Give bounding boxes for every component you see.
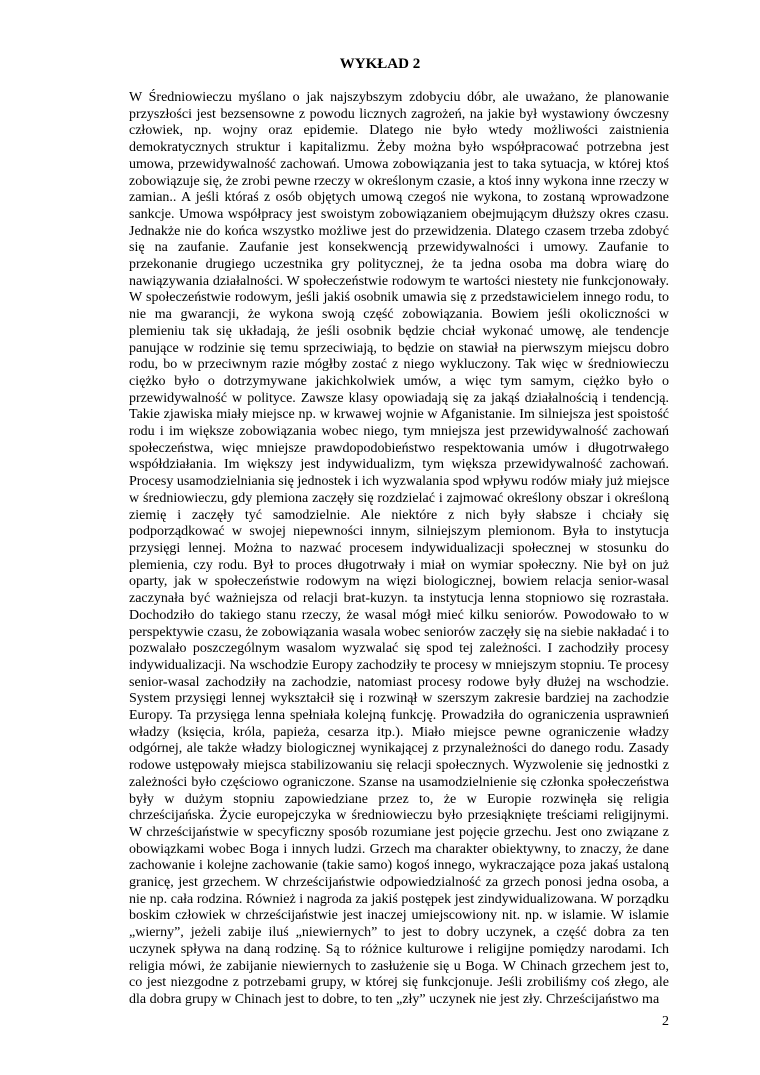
text-line: perspektywie czasu, że zobowiązania wasala wobec seniorów zaczęły się na siebie nakładać i to	[129, 624, 669, 640]
text-line: zaczynała być ważniejsza od relacji brat-kuzyn. ta instytucja lenna stopniowo się rozrastała.	[129, 591, 669, 607]
text-line: współdziałania. Im większy jest indywidualizm, tym większa przewidywalność zachowań.	[129, 457, 669, 473]
text-line: władzy (księcia, króla, papieża, cesarza itp.). Miało miejsce pewne ograniczenie władzy	[129, 724, 669, 740]
text-line: Jednakże nie do końca wszystko możliwe jest do przewidzenia. Dlatego czasem trzeba zdobyć	[129, 223, 669, 239]
text-line: przyszłości jest bezsensowne z powodu licznych zagrożeń, na jakie był wystawiony ówczesny	[129, 106, 669, 122]
text-line: co jest niezgodne z potrzebami grupy, w której się funkcjonuje. Jeśli zrobiliśmy coś złego, ale	[129, 975, 669, 991]
text-line: były w dużym stopniu zapowiedziane przez to, że w Europie rozwinęła się religia	[129, 791, 669, 807]
text-line: obowiązkami wobec Boga i innych ludzi. Grzech ma charakter obiektywny, to znaczy, że dane	[129, 841, 669, 857]
text-line: Europy. Ta przysięga lenna spełniała kolejną funkcję. Prowadziła do ograniczenia usprawnień	[129, 708, 669, 724]
text-line: ziemię i zaczęły tyć samodzielnie. Ale niektóre z nich były słabsze i chciały się	[129, 507, 669, 523]
text-line: plemienia, czy rodu. Był to proces długotrwały i miał on wymiar społeczny. Nie był on już	[129, 557, 669, 573]
text-line: nie ma gwarancji, że wykona swoją część zobowiązania. Bowiem jeśli okoliczności w	[129, 307, 669, 323]
text-line: Procesy usamodzielniania się jednostek i ich wyzwalania spod wpływu rodów miały już miejsce	[129, 474, 670, 490]
text-line: W Średniowieczu myślano o jak najszybszym zdobyciu dóbr, ale uważano, że planowanie	[129, 90, 669, 105]
text-line: w średniowieczu, gdy plemiona zaczęły się rozdzielać i zajmować określony obszar i określoną	[129, 490, 669, 506]
text-line: demokratycznych struktur i kapitalizmu. Żeby można było współpracować potrzebna jest	[129, 140, 669, 156]
text-line: przewidywalność w polityce. Zawsze klasy opowiadają się za jakąś działalnością i tendencją.	[129, 390, 669, 406]
text-line: indywidualizacji. Na wschodzie Europy zachodziły te procesy w mniejszym stopniu. Te procesy	[129, 657, 669, 673]
text-line: umowa, przewidywalność zachowań. Umowa zobowiązania jest to taka sytuacja, w której ktoś	[129, 156, 669, 172]
text-line: panujące w rodzinie się temu sprzeciwiają, to będzie on stawiał na pierwszym miejscu dobro	[129, 340, 669, 356]
text-line: nie np. cała rodzina. Również i nagroda za jakiś postępek jest zindywidualizowana. W porządku	[129, 891, 669, 907]
text-line: przekonanie drugiego uczestnika gry politycznej, że ta jedna osoba ma dobra wiarę do	[129, 257, 669, 273]
text-line: zachowanie i kolejne zachowanie (takie samo) kogoś innego, wykraczające poza jakaś ustaloną	[129, 858, 669, 874]
text-line: pozwalało poszczególnym wasalom wyzwalać się spod tej zależności. I zachodziły procesy	[129, 641, 669, 657]
text-line: senior-wasal zachodziły na zachodzie, natomiast procesy rodowe były dłużej na wschodzie.	[129, 674, 669, 690]
text-line: przysięgi lennej. Można to nazwać procesem indywidualizacji społecznej w stosunku do	[129, 540, 669, 556]
text-line: „wierny”, jeżeli zabije iluś „niewiernych” to jest to dobry uczynek, a część dobra za ten	[129, 925, 669, 941]
page-number: 2	[662, 1014, 669, 1029]
text-line: W chrześcijaństwie w specyficzny sposób rozumiane jest pojęcie grzechu. Jest ono związane z	[129, 824, 669, 840]
text-line: dla dobra grupy w Chinach jest to dobre, to ten „zły” uczynek nie jest zły. Chrześcijaństwo ma	[129, 991, 660, 1007]
text-line: System przysięgi lennej wykształcił się i rozwinął w szerszym zakresie bardziej na zachodzie	[129, 691, 669, 707]
text-line: zależności było częściowo ograniczone. Szanse na usamodzielnienie się członka społeczeństwa	[129, 774, 669, 790]
text-line: ciężko było o dotrzymywane jakichkolwiek umów, a więc tym samym, ciężko było o	[129, 373, 669, 389]
text-line: W społeczeństwie rodowym, jeśli jakiś osobnik umawia się z przedstawicielem innego rodu, to	[129, 290, 669, 306]
text-line: Takie zjawiska miały miejsce np. w krwawej wojnie w Afganistanie. Im silniejsza jest spoistość	[129, 407, 669, 423]
text-line: podporządkować w swojej niepewności innym, silniejszym plemionom. Była to instytucja	[129, 524, 669, 540]
text-line: granicę, jest grzechem. W chrześcijaństwie odpowiedzialność za grzech ponosi jedna osoba, a	[129, 875, 669, 891]
text-line: rodowe ustępowały miejsca stabilizowaniu się relacji społecznych. Wyzwolenie się jednostki z	[129, 758, 669, 774]
text-line: rodu i im większe zobowiązania wobec niego, tym mniejsza jest przewidywalność zachowań	[129, 424, 669, 440]
text-line: zamian.. A jeśli któraś z osób objętych umową czegoś nie wykona, to zostaną wprowadzone	[129, 190, 669, 206]
text-line: boskim człowiek w chrześcijaństwie jest inaczej umiejscowiony nit. np. w islamie. W islamie	[129, 908, 669, 924]
text-line: nawiązywania działalności. W społeczeństwie rodowym te wartości niestety nie funkcjonowały.	[129, 273, 669, 289]
body-text	[129, 90, 669, 1009]
text-line: Dochodziło do takiego stanu rzeczy, że wasal mógł mieć kilku seniorów. Powodowało to w	[129, 607, 669, 623]
text-line: społeczeństwa, więc mniejsze prawdopodobieństwo respektowania umów i długotrwałego	[129, 440, 669, 456]
text-line: zobowiązuje się, że zrobi pewne rzeczy w określonym czasie, a ktoś inny wykona inne rzeczy w	[129, 173, 669, 189]
text-line: chrześcijańska. Życie europejczyka w średniowieczu było przesiąknięte treściami religijnymi.	[129, 808, 669, 824]
text-line: rodu, bo w przeciwnym razie mógłby zostać z niego wykluczony. Tak więc w średniowieczu	[129, 357, 669, 373]
text-line: się na zaufanie. Zaufanie jest konsekwencją przewidywalności i umowy. Zaufanie to	[129, 240, 669, 256]
text-line: sankcje. Umowa współpracy jest swoistym zobowiązaniem obejmującym dłuższy okres czasu.	[129, 206, 669, 222]
text-line: uczynek spływa na daną rodzinę. Są to różnice kulturowe i religijne pomiędzy narodami. Ich	[129, 941, 669, 957]
text-line: odgórnej, ale także władzy biologicznej wynikającej z przynależności do danego rodu. Zasady	[129, 741, 669, 757]
text-line: religia mówi, że zabijanie niewiernych to zasłużenie się u Boga. W Chinach grzechem jest to,	[129, 958, 669, 974]
page-title: WYKŁAD 2	[339, 56, 421, 72]
text-line: człowiek, np. wojny oraz epidemie. Dlatego nie było wtedy możliwości zaistnienia	[129, 123, 669, 139]
text-line: plemieniu tak się układają, że jeśli osobnik będzie chciał wykonać umowę, ale tendencje	[129, 323, 669, 339]
text-line: oparty, jak w społeczeństwie rodowym na więzi biologicznej, bowiem relacja senior-wasal	[129, 574, 669, 590]
